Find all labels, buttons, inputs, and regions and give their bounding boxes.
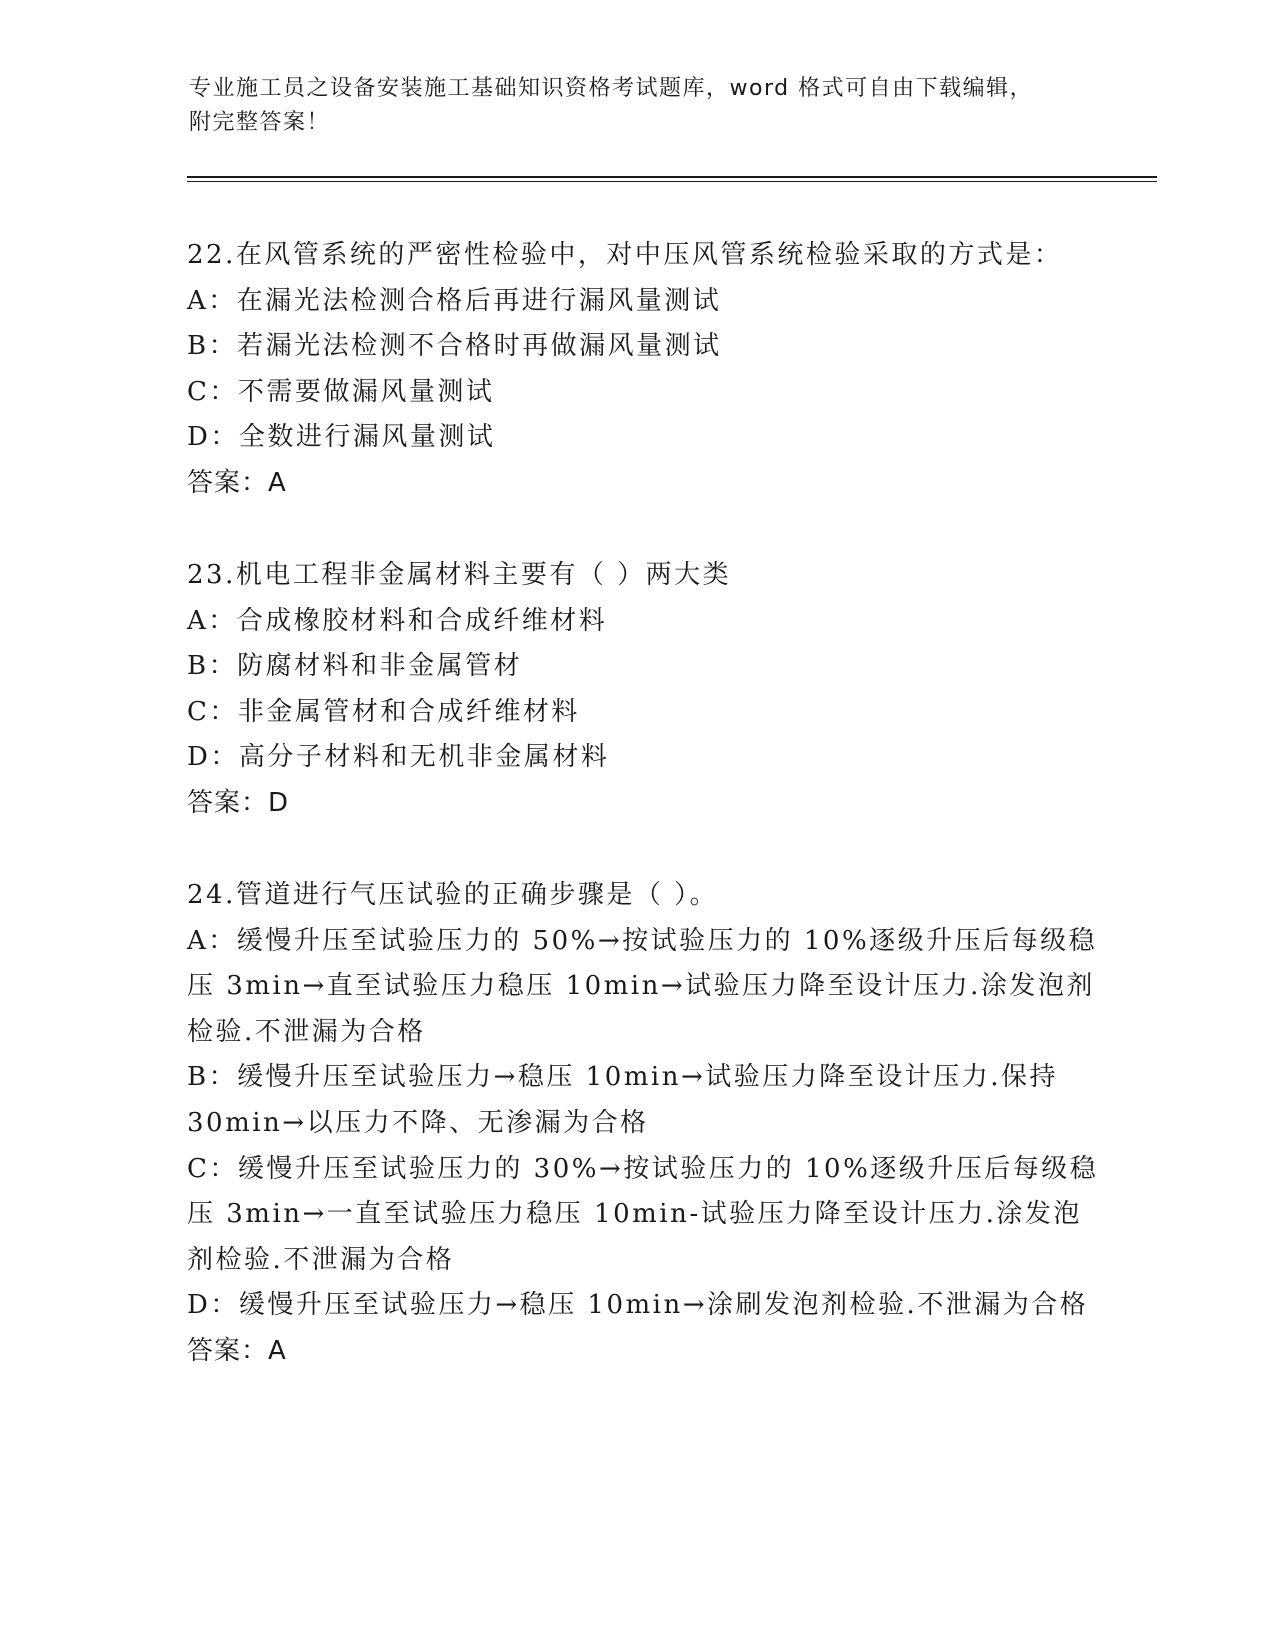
header-line-2: 附完整答案！ xyxy=(189,110,331,135)
question-stem: 22.在风管系统的严密性检验中，对中压风管系统检验采取的方式是： xyxy=(187,240,1063,270)
header-divider-thin xyxy=(187,181,1157,182)
option-a: A：在漏光法检测合格后再进行漏风量测试 xyxy=(187,285,722,316)
header-line-1: 专业施工员之设备安装施工基础知识资格考试题库，word 格式可自由下载编辑， xyxy=(189,76,1034,101)
option-a-line-3: 检验.不泄漏为合格 xyxy=(187,1016,426,1047)
option-c-line-2: 压 3min→一直至试验压力稳压 10min-试验压力降至设计压力.涂发泡 xyxy=(187,1199,1082,1230)
answer-label: 答案：D xyxy=(187,787,290,818)
question-23 xyxy=(187,553,1087,827)
option-a-line-2: 压 3min→直至试验压力稳压 10min→试验压力降至设计压力.涂发泡剂 xyxy=(187,971,1095,1002)
option-c-line-3: 剂检验.不泄漏为合格 xyxy=(187,1244,455,1275)
option-b: B：若漏光法检测不合格时再做漏风量测试 xyxy=(187,331,722,362)
option-d: D：全数进行漏风量测试 xyxy=(187,422,496,453)
answer-label: 答案：A xyxy=(187,1335,287,1366)
option-b-line-2: 30min→以压力不降、无渗漏为合格 xyxy=(187,1107,649,1138)
option-b-line-1: B：缓慢升压至试验压力→稳压 10min→试验压力降至设计压力.保持 xyxy=(187,1062,1059,1093)
option-c: C：不需要做漏风量测试 xyxy=(187,376,495,407)
option-c: C：非金属管材和合成纤维材料 xyxy=(187,696,580,727)
option-d-line-1: D：缓慢升压至试验压力→稳压 10min→涂刷发泡剂检验.不泄漏为合格 xyxy=(187,1290,1089,1321)
header-divider-thick xyxy=(187,176,1157,178)
question-stem: 24.管道进行气压试验的正确步骤是（ ）。 xyxy=(187,880,719,910)
option-d: D：高分子材料和无机非金属材料 xyxy=(187,742,610,773)
option-a-line-1: A：缓慢升压至试验压力的 50%→按试验压力的 10%逐级升压后每级稳 xyxy=(187,925,1098,956)
question-22 xyxy=(187,233,1087,507)
option-a: A：合成橡胶材料和合成纤维材料 xyxy=(187,605,608,636)
question-24 xyxy=(187,873,1099,1375)
document-header xyxy=(189,72,1089,140)
option-b: B：防腐材料和非金属管材 xyxy=(187,651,523,682)
question-stem: 23.机电工程非金属材料主要有（ ）两大类 xyxy=(187,560,732,590)
option-c-line-1: C：缓慢升压至试验压力的 30%→按试验压力的 10%逐级升压后每级稳 xyxy=(187,1153,1099,1184)
answer-label: 答案：A xyxy=(187,467,287,498)
